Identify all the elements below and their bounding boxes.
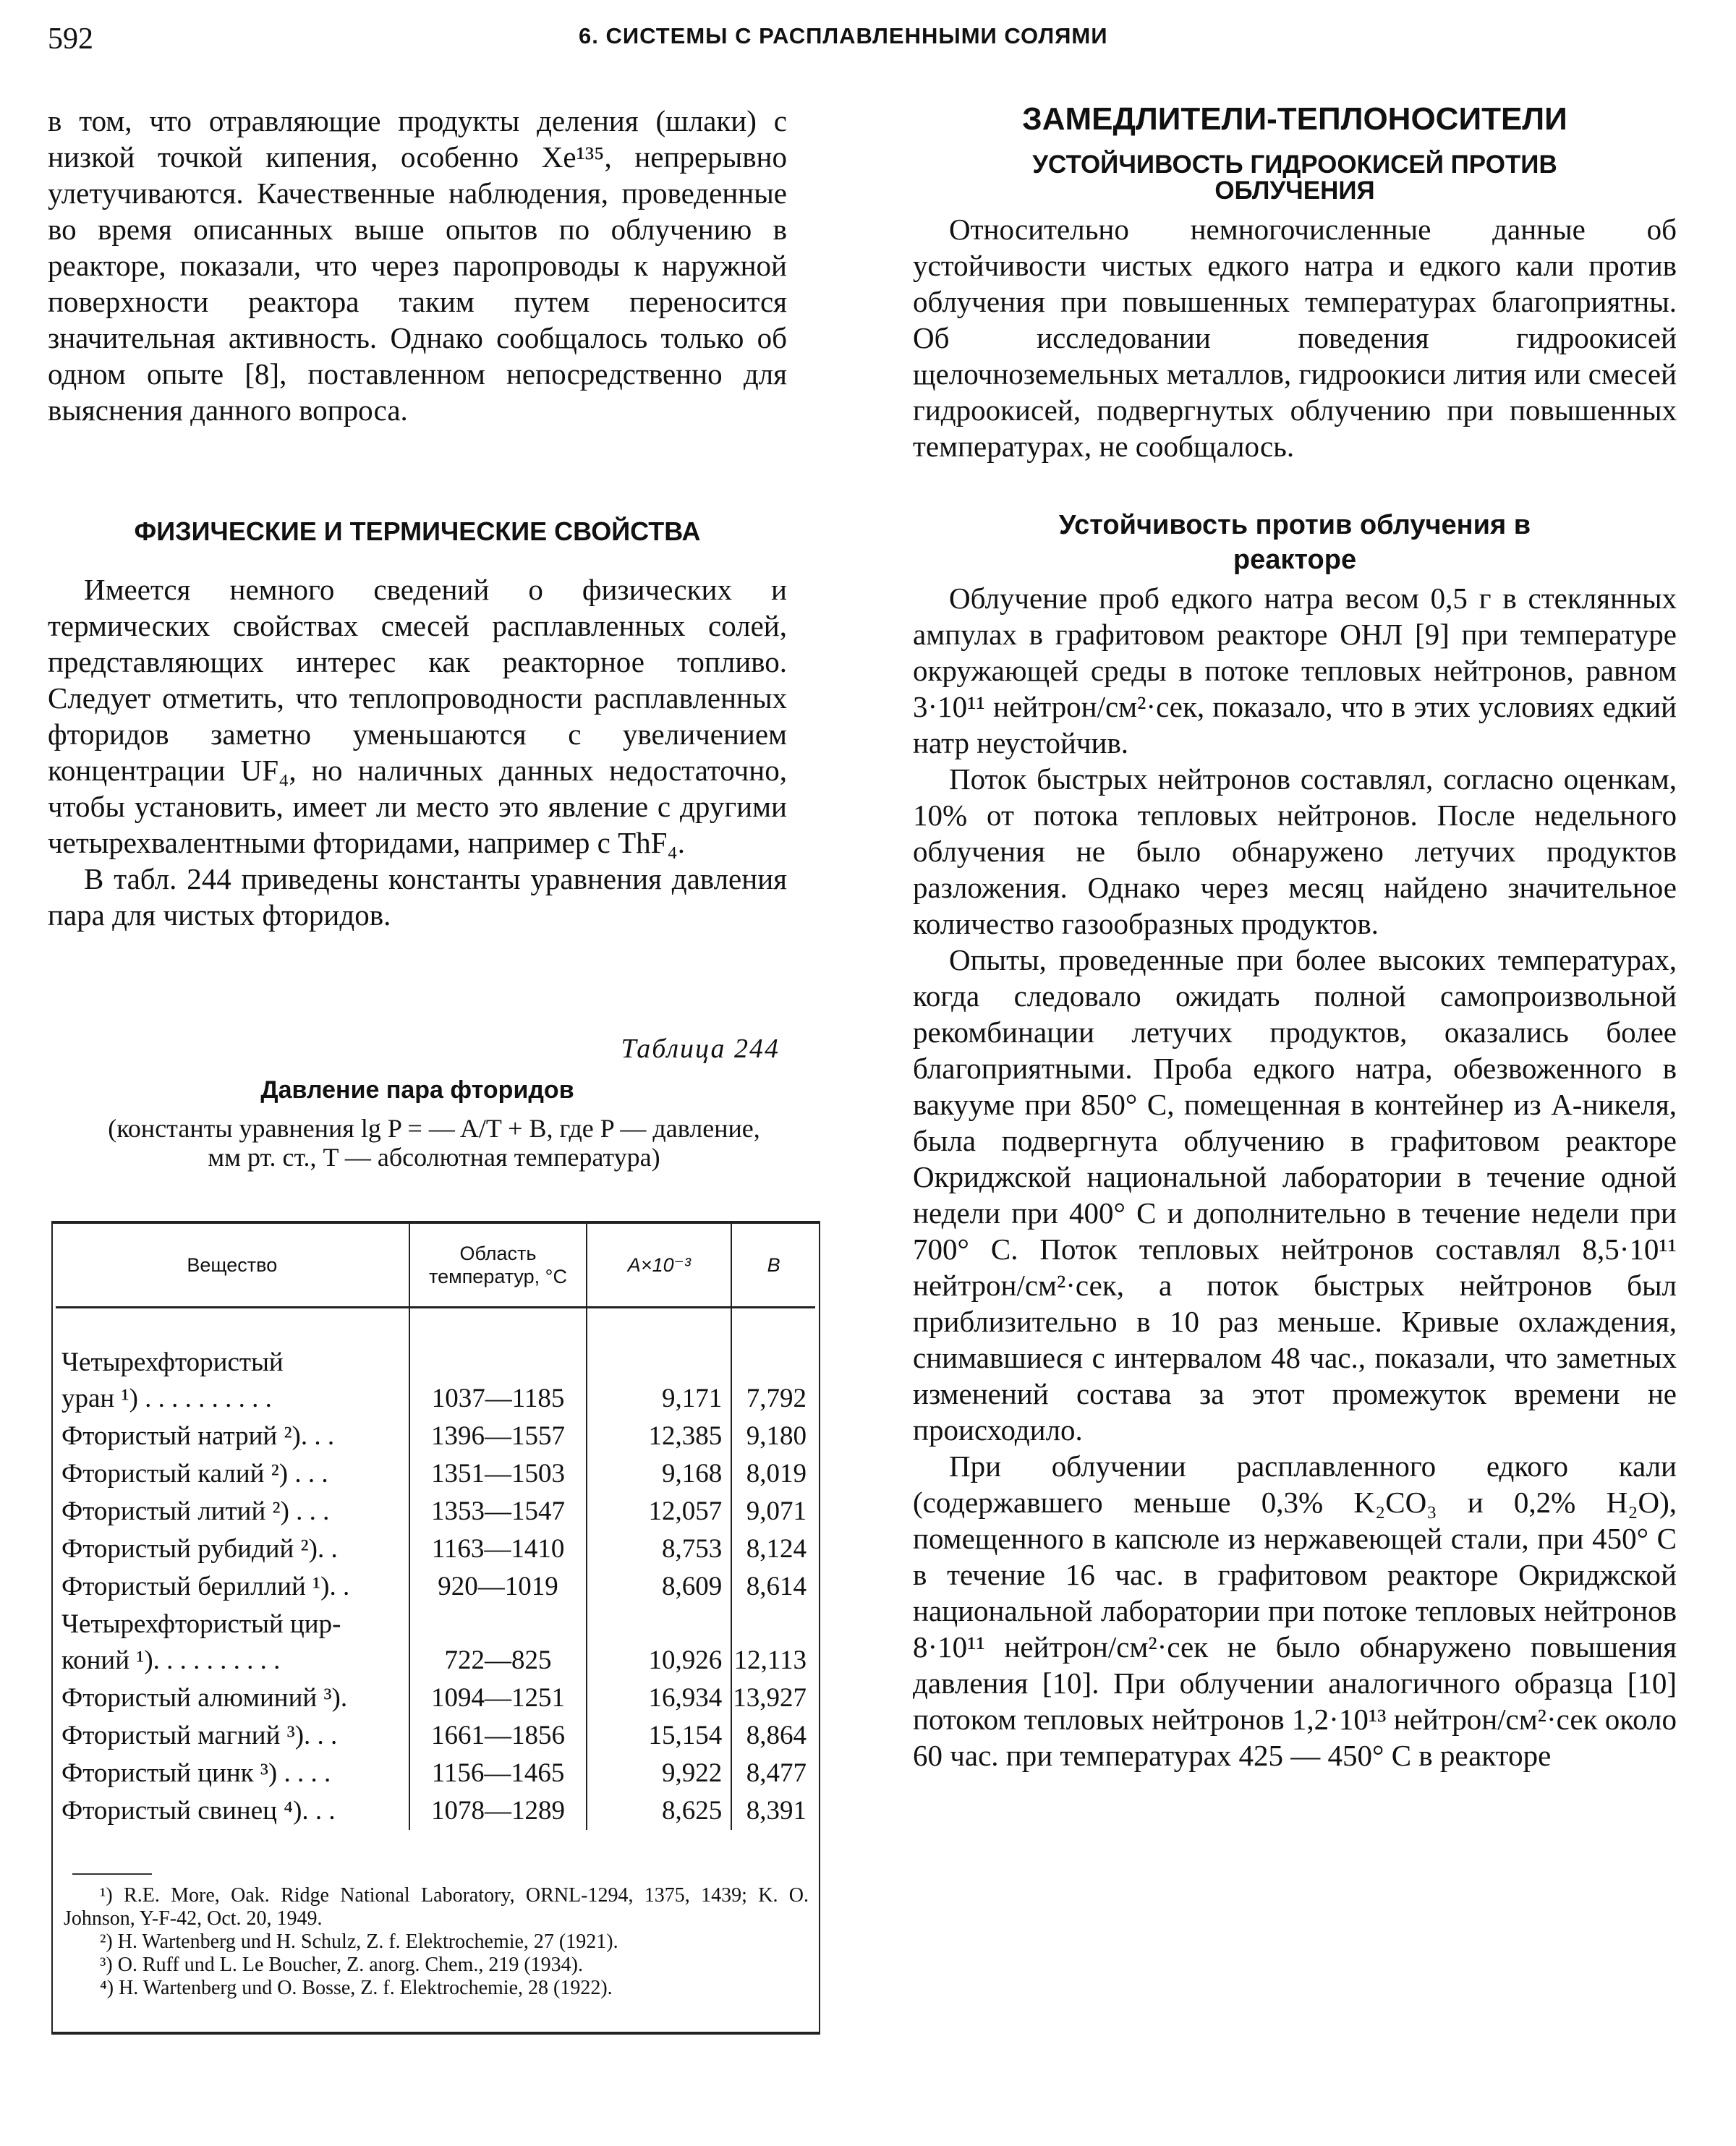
a-value-cell: 9,168 [587,1455,731,1493]
paragraph: в том, что отравляющие продукты деления (шлаки) с низкой точкой кипения, особенно Xe¹³⁵, непрерывно улетучиваются. Качественные наблюдения, проведенные во время описанных выше опытов по облучению в реакторе, показали, что через паропроводы к наружной поверхности реактора таким путем переносится значительная активность. Однако сообщалось только об одном опыте [8], поставленном непосредственно для выяснения данного вопроса. [48,104,787,427]
table-subtitle: (константы уравнения lg P = — A/T + B, где P — давление, мм рт. ст., T — абсолютная температура) [108,1114,760,1172]
subsection-heading: Устойчивость против облучения в реакторе [1058,510,1531,575]
section-heading: ФИЗИЧЕСКИЕ И ТЕРМИЧЕСКИЕ СВОЙСТВА [134,516,701,546]
substance-cell: Фтористый магний ³). . . [56,1717,409,1755]
b-value-cell: 8,019 [746,1459,807,1489]
table-row [56,1308,815,1418]
temperature-range-cell: 722—825 [409,1606,587,1679]
substance-cell: Фтористый бериллий ¹). . [56,1568,409,1606]
table-row [56,1717,815,1755]
paragraph: Относительно немногочисленные данные об устойчивости чистых едкого натра и едкого кали против облучения при повышенных температурах благоприятны. Об исследовании поведения гидроокисей щелочноземельных металлов, гидроокиси лития или смесей гидроокисей, подвергнутых облучению при повышенных температурах, не сообщалось. [913,213,1677,463]
substance-cell: Фтористый алюминий ³). [56,1679,409,1717]
table-row [56,1679,815,1717]
temperature-range-cell: 1078—1289 [409,1792,587,1830]
paragraph: Облучение проб едкого натра весом 0,5 г в стеклянных ампулах в графитовом реакторе ОНЛ [9] при температуре окружающей среды в потоке тепловых нейтронов, равном 3·10¹¹ нейтрон/см²·сек, показало, что в этих условиях едкий натр неустойчив. [913,582,1677,759]
substance-cell: Четырехфтористый цир- коний ¹). . . . . . . . . . [56,1606,409,1679]
table-row [56,1606,815,1679]
b-value-cell: 8,614 [746,1572,807,1601]
temperature-range-cell: 1351—1503 [409,1455,587,1493]
table-row [56,1455,815,1493]
temperature-range-cell: 1037—1185 [409,1308,587,1418]
paragraph: Опыты, проведенные при более высоких температурах, когда следовало ожидать полной самопроизвольной рекомбинации летучих продуктов, оказались более благоприятными. Проба едкого натра, обезвоженного в вакууме при 850° C, помещенная в контейнер из А-никеля, была подвергнута облучению в графитовом реакторе Окриджской национальной лаборатории в течение одной недели при 400° C и дополнительно в течение недели при 700° C. Поток тепловых нейтронов составлял 8,5·10¹¹ нейтрон/см²·сек, а поток быстрых нейтронов был приблизительно в 10 раз меньше. Кривые охлаждения, снимавшиеся с интервалом 48 час., показали, что заметных изменений состава за этот промежуток времени не происходило. [913,943,1677,1447]
temperature-range-cell: 1094—1251 [409,1679,587,1717]
table-caption: Таблица 244 [621,1034,780,1064]
b-value-cell: 9,180 [746,1421,807,1451]
left-column-top [48,103,787,428]
b-value-cell: 9,071 [746,1496,807,1526]
paragraph: Поток быстрых нейтронов составлял, согласно оценкам, 10% от потока тепловых нейтронов. После недельного облучения не было обнаружено летучих продуктов разложения. Однако через месяц найдено значительное количество газообразных продуктов. [913,762,1677,940]
footnote: ⁴) H. Wartenberg und O. Bosse, Z. f. Elektrochemie, 28 (1922). [100,1977,613,1999]
column-header: B [731,1224,815,1308]
running-head: 6. СИСТЕМЫ С РАСПЛАВЛЕННЫМИ СОЛЯМИ [579,23,1108,48]
chapter-heading: ЗАМЕДЛИТЕЛИ-ТЕПЛОНОСИТЕЛИ [1022,101,1567,137]
left-column-body [48,571,787,933]
substance-cell: Фтористый свинец ⁴). . . [56,1792,409,1830]
b-value-cell: 12,113 [733,1645,807,1675]
column-header: Вещество [56,1224,409,1308]
b-value-cell: 8,864 [746,1721,807,1750]
substance-cell: Четырехфтористый уран ¹) . . . . . . . . . . [56,1308,409,1418]
column-header: A×10⁻³ [587,1224,731,1308]
b-value-cell: 13,927 [733,1683,807,1713]
table-row [56,1568,815,1606]
substance-cell: Фтористый калий ²) . . . [56,1455,409,1493]
table-row [56,1755,815,1792]
a-value-cell: 16,934 [587,1679,731,1717]
paragraph: Имеется немного сведений о физических и термических свойствах смесей расплавленных солей, представляющих интерес как реакторное топливо. Следует отметить, что теплопроводности расплавленных фторидов заметно уменьшаются с увеличением концентрации UF₄, но наличных данных недостаточно, чтобы установить, имеет ли место это явление с другими четырехвалентными фторидами, например с ThF₄. [48,573,787,859]
substance-cell: Фтористый литий ²) . . . [56,1493,409,1530]
a-value-cell: 12,385 [587,1418,731,1455]
temperature-range-cell: 1156—1465 [409,1755,587,1792]
section-heading: УСТОЙЧИВОСТЬ ГИДРООКИСЕЙ ПРОТИВ ОБЛУЧЕНИЯ [1032,150,1557,205]
temperature-range-cell: 1396—1557 [409,1418,587,1455]
a-value-cell: 15,154 [587,1717,731,1755]
temperature-range-cell: 1163—1410 [409,1530,587,1568]
a-value-cell: 9,922 [587,1755,731,1792]
a-value-cell: 8,609 [587,1568,731,1606]
footnote-divider [72,1873,152,1875]
b-value-cell: 8,391 [746,1796,807,1826]
temperature-range-cell: 1661—1856 [409,1717,587,1755]
table-title: Давление пара фторидов [260,1076,574,1104]
table-row [56,1530,815,1568]
table-footnotes [64,1884,809,2000]
a-value-cell: 10,926 [587,1606,731,1679]
footnote: ²) H. Wartenberg und H. Schulz, Z. f. Elektrochemie, 27 (1921). [100,1930,618,1953]
table-row [56,1418,815,1455]
a-value-cell: 8,625 [587,1792,731,1830]
footnote: ³) O. Ruff und L. Le Boucher, Z. anorg. Chem., 219 (1934). [100,1954,584,1976]
table-row [56,1792,815,1830]
a-value-cell: 8,753 [587,1530,731,1568]
substance-cell: Фтористый натрий ²). . . [56,1418,409,1455]
b-value-cell: 8,477 [746,1758,807,1788]
table-row [56,1493,815,1530]
a-value-cell: 9,171 [587,1308,731,1418]
page-number: 592 [48,22,93,56]
footnote: ¹) R.E. More, Oak. Ridge National Laboratory, ORNL-1294, 1375, 1439; K. O. Johnson, Y-F-42, Oct. 20, 1949. [64,1884,809,1930]
temperature-range-cell: 920—1019 [409,1568,587,1606]
substance-cell: Фтористый рубидий ²). . [56,1530,409,1568]
column-header: Область температур, °C [409,1224,587,1308]
right-column [913,101,1677,1774]
b-value-cell: 7,792 [746,1384,807,1413]
b-value-cell: 8,124 [746,1534,807,1564]
a-value-cell: 12,057 [587,1493,731,1530]
paragraph: В табл. 244 приведены константы уравнения давления пара для чистых фторидов. [48,862,787,932]
vapor-pressure-table [56,1224,815,1830]
substance-cell: Фтористый цинк ³) . . . . [56,1755,409,1792]
temperature-range-cell: 1353—1547 [409,1493,587,1530]
paragraph: При облучении расплавленного едкого кали (содержавшего меньше 0,3% K₂CO₃ и 0,2% H₂O), помещенного в капсюле из нержавеющей стали, при 450° C в течение 16 час. в графитовом реакторе Окриджской национальной лаборатории при потоке тепловых нейтронов 8·10¹¹ нейтрон/см²·сек не было обнаружено повышения давления [10]. При облучении аналогичного образца [10] потоком тепловых нейтронов 1,2·10¹³ нейтрон/см²·сек около 60 час. при температурах 425 — 450° C в реакторе [913,1449,1677,1772]
